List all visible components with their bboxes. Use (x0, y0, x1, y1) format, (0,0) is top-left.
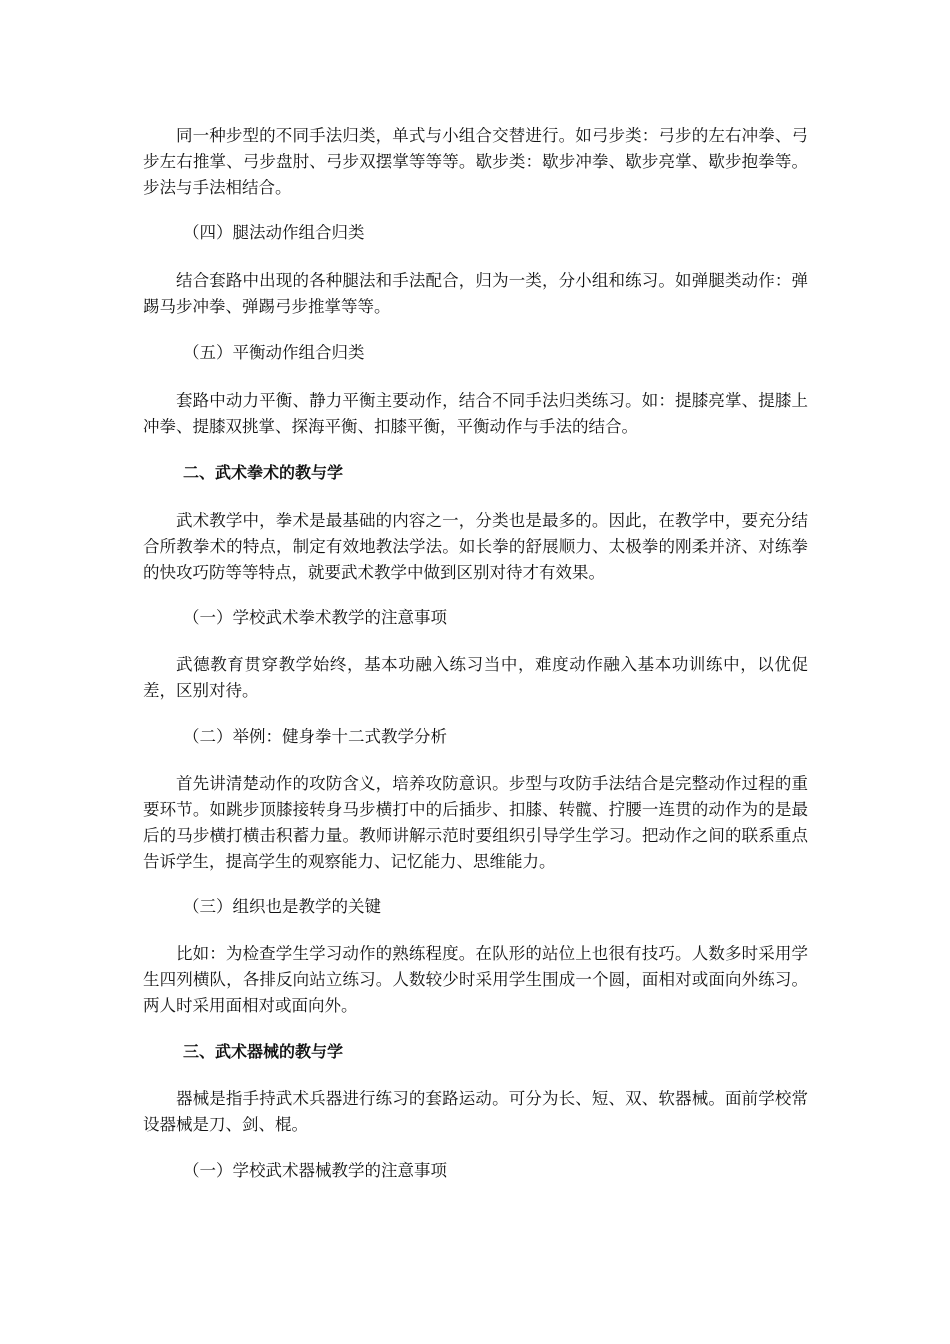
subheading-balance-combinations: （五）平衡动作组合归类 (183, 343, 365, 362)
paragraph-boxing-overview: 武术教学中，拳术是最基础的内容之一，分类也是最多的。因此，在教学中，要充分结合所教拳术的特点，制定有效地教法学法。如长拳的舒展顺力、太极拳的刚柔并济、对练拳的快攻巧防等等特点，就要武术教学中做到区别对待才有效果。 (143, 511, 808, 582)
section-heading-boxing-teaching: 二、武术拳术的教与学 (183, 463, 344, 482)
subheading-boxing-notes: （一）学校武术拳术教学的注意事项 (183, 608, 447, 627)
paragraph-weapons-overview: 器械是指手持武术兵器进行练习的套路运动。可分为长、短、双、软器械。面前学校常设器械是刀、剑、棍。 (143, 1089, 808, 1134)
subheading-organization-key: （三）组织也是教学的关键 (183, 897, 381, 916)
paragraph-balance-techniques: 套路中动力平衡、静力平衡主要动作，结合不同手法归类练习。如：提膝亮掌、提膝上冲拳、提膝双挑掌、探海平衡、扣膝平衡，平衡动作与手法的结合。 (143, 391, 808, 436)
section-heading-weapons-teaching: 三、武术器械的教与学 (183, 1042, 344, 1061)
subheading-fitness-boxing-example: （二）举例：健身拳十二式教学分析 (183, 727, 447, 746)
paragraph-leg-techniques: 结合套路中出现的各种腿法和手法配合，归为一类，分小组和练习。如弹腿类动作：弹踢马步冲拳、弹踢弓步推掌等等。 (143, 271, 808, 316)
paragraph-fitness-boxing-analysis: 首先讲清楚动作的攻防含义，培养攻防意识。步型与攻防手法结合是完整动作过程的重要环节。如跳步顶膝接转身马步横打中的后插步、扣膝、转髋、拧腰一连贯的动作为的是最后的马步横打横击积蓄力量。教师讲解示范时要组织引导学生学习。把动作之间的联系重点告诉学生，提高学生的观察能力、记忆能力、思维能力。 (143, 774, 808, 871)
subheading-weapons-notes: （一）学校武术器械教学的注意事项 (183, 1161, 447, 1180)
paragraph-boxing-notes: 武德教育贯穿教学始终，基本功融入练习当中，难度动作融入基本功训练中，以优促差，区别对待。 (143, 655, 808, 700)
paragraph-bow-stance-hand-techniques: 同一种步型的不同手法归类，单式与小组合交替进行。如弓步类：弓步的左右冲拳、弓步左右推掌、弓步盘肘、弓步双摆掌等等等。歇步类：歇步冲拳、歇步亮掌、歇步抱拳等。步法与手法相结合。 (143, 126, 808, 197)
subheading-leg-technique-combinations: （四）腿法动作组合归类 (183, 223, 365, 242)
paragraph-organization: 比如：为检查学生学习动作的熟练程度。在队形的站位上也很有技巧。人数多时采用学生四列横队，各排反向站立练习。人数较少时采用学生围成一个圆，面相对或面向外练习。两人时采用面相对或面向外。 (143, 944, 808, 1015)
